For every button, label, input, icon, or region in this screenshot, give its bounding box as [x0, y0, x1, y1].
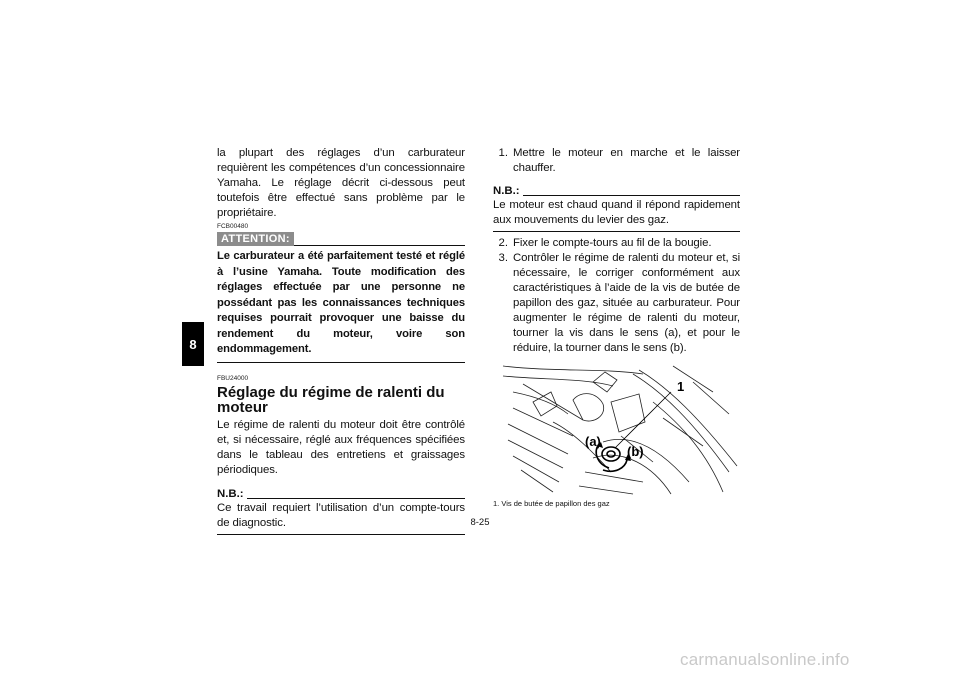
attention-text: Le carburateur a été parfaitement testé et réglé à l’usine Yamaha. Toute modification des réglages effectuée par une personne ne possédant pas les connaissances techniques requises pourrait provoquer une baisse du rendement du moteur, voire son endommagement.: [217, 250, 465, 355]
note-label-right: N.B.:: [493, 185, 520, 197]
attention-end-rule: [217, 362, 465, 363]
attention-header: [217, 232, 465, 246]
section-tab: 8: [182, 322, 204, 366]
note-text-right: Le moteur est chaud quand il répond rapidement aux mouvements du levier des gaz.: [493, 199, 740, 226]
section-code: FBU24000: [217, 374, 249, 382]
steps-list: [493, 236, 740, 356]
section-paragraph: Le régime de ralenti du moteur doit être contrôlé et, si nécessaire, réglé aux fréquences spécifiées dans le tableau des entretiens et graissages périodiques.: [217, 418, 465, 476]
note-rule: [247, 498, 465, 499]
page-number: 8-25: [470, 517, 490, 528]
callout-1: 1: [677, 379, 685, 394]
note-label: N.B.:: [217, 487, 244, 500]
step-2: [493, 236, 740, 251]
note-header-right: [493, 184, 740, 198]
attention-rule: [294, 245, 465, 246]
step-number: 1.: [498, 147, 508, 159]
step-3: [493, 251, 740, 356]
carburetor-line-drawing: [493, 362, 740, 497]
note-rule-right: [523, 195, 740, 196]
left-column: [217, 146, 465, 535]
carburetor-illustration: [493, 362, 740, 497]
note-header: [217, 487, 465, 501]
watermark: carmanualsonline.info: [680, 650, 850, 669]
step-number: 3.: [498, 252, 508, 264]
step-1: [493, 146, 740, 176]
label-a: (a): [585, 434, 601, 449]
step-text: Mettre le moteur en marche et le laisser chauffer.: [513, 147, 740, 174]
section-heading: Réglage du régime de ralenti du moteur: [217, 383, 445, 416]
note-end-rule: [217, 534, 465, 535]
note-text: Ce travail requiert l’utilisation d’un compte-tours de diagnostic.: [217, 501, 465, 529]
step-number: 2.: [498, 237, 508, 249]
note-end-rule-right: [493, 231, 740, 232]
label-b: (b): [627, 444, 644, 459]
step-text: Contrôler le régime de ralenti du moteur et, si nécessaire, le corriger conformément aux caractéristiques à l’aide de la vis de butée de papillon des gaz, située au carburateur. Pour augmenter le régime de ralenti du moteur, tourner la vis dans le sens (a), et pour le réduire, la tourner dans le sens (b).: [513, 252, 740, 354]
attention-code: FCB00480: [217, 223, 249, 230]
step-text: Fixer le compte-tours au fil de la bougie.: [513, 237, 712, 249]
attention-label: ATTENTION:: [217, 232, 294, 246]
intro-paragraph: la plupart des réglages d’un carburateur requièrent les compétences d’un concessionnaire Yamaha. Le réglage décrit ci-dessous peut toutefois être effectué sans problème par le propriétaire.: [217, 147, 465, 219]
right-column: [493, 146, 740, 508]
illustration-caption: 1. Vis de butée de papillon des gaz: [493, 499, 610, 508]
